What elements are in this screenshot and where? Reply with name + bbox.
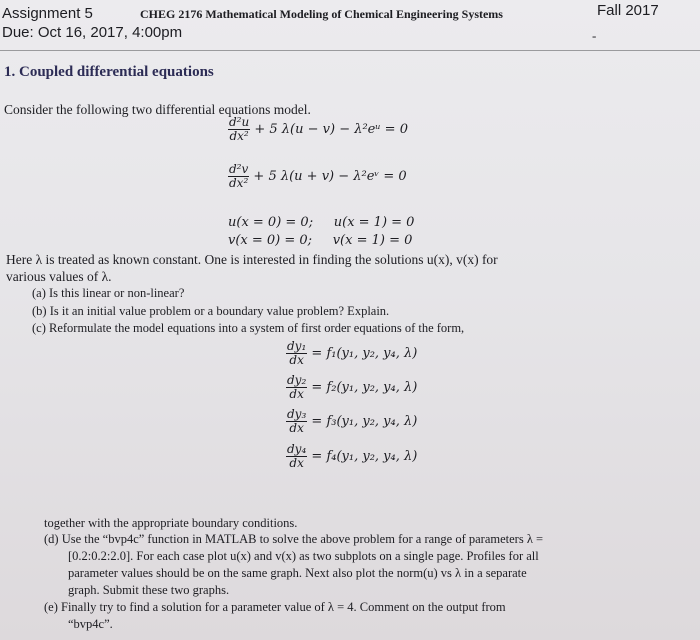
course-title: CHEG 2176 Mathematical Modeling of Chemical Engineering Systems xyxy=(140,7,503,21)
system-eq-4 xyxy=(286,443,417,470)
system-eq-4-num: dy₄ xyxy=(287,442,307,456)
boundary-condition-2: v(x = 0) = 0; v(x = 1) = 0 xyxy=(228,233,413,248)
question-e-line-1: (e) Finally try to find a solution for a parameter value of λ = 4. Comment on the output from xyxy=(44,600,506,614)
question-d-line-1: (d) Use the “bvp4c” function in MATLAB to solve the above problem for a range of parameters λ = xyxy=(44,532,544,546)
term-label: Fall 2017 xyxy=(597,2,659,19)
system-eq-2-rhs: = f₂(y₁, y₂, y₄, λ) xyxy=(311,380,418,395)
eq1-rest: + 5 λ(u − v) − λ²eᵘ = 0 xyxy=(254,122,408,137)
text-here: Here λ is treated as known constant. One is interested in finding the solutions u(x), v(x) for xyxy=(6,252,498,267)
system-eq-2-den: dx xyxy=(289,387,304,401)
eq1-fraction xyxy=(228,116,250,143)
eq2-denominator: dx² xyxy=(229,176,249,190)
system-eq-1-num: dy₁ xyxy=(287,339,307,353)
header-divider xyxy=(0,50,700,51)
together-text: together with the appropriate boundary conditions. xyxy=(44,516,298,530)
question-c: (c) Reformulate the model equations into a system of first order equations of the form, xyxy=(32,321,465,335)
system-eq-4-den: dx xyxy=(289,456,304,470)
intro-text: Consider the following two differential equations model. xyxy=(4,102,311,117)
eq2-numerator: d²v xyxy=(229,162,249,176)
due-date: Due: Oct 16, 2017, 4:00pm xyxy=(2,24,183,41)
header-mark: - xyxy=(592,28,597,43)
question-d-line-2: [0.2:0.2:2.0]. For each case plot u(x) and v(x) as two subplots on a single page. Profiles for all xyxy=(68,549,539,563)
equation-1 xyxy=(228,116,408,143)
system-eq-3 xyxy=(286,408,417,435)
question-a: (a) Is this linear or non-linear? xyxy=(32,286,185,300)
system-eq-3-num: dy₃ xyxy=(287,407,307,421)
system-eq-3-rhs: = f₃(y₁, y₂, y₄, λ) xyxy=(311,414,418,429)
system-eq-4-rhs: = f₄(y₁, y₂, y₄, λ) xyxy=(311,449,418,464)
eq2-rest: + 5 λ(u + v) − λ²eᵛ = 0 xyxy=(253,169,407,184)
section-title: 1. Coupled differential equations xyxy=(4,64,214,80)
question-b: (b) Is it an initial value problem or a boundary value problem? Explain. xyxy=(32,304,390,318)
system-eq-1-den: dx xyxy=(289,353,304,367)
system-eq-3-den: dx xyxy=(289,421,304,435)
system-eq-2-num: dy₂ xyxy=(287,373,307,387)
question-e-line-2: “bvp4c”. xyxy=(68,617,113,631)
system-eq-1-rhs: = f₁(y₁, y₂, y₄, λ) xyxy=(311,346,418,361)
eq1-denominator: dx² xyxy=(229,129,249,143)
question-d-line-3: parameter values should be on the same graph. Next also plot the norm(u) vs λ in a separate xyxy=(68,566,527,580)
eq1-numerator: d²u xyxy=(229,115,250,129)
text-various: various values of λ. xyxy=(6,269,112,284)
boundary-condition-1: u(x = 0) = 0; u(x = 1) = 0 xyxy=(228,215,415,230)
equation-2 xyxy=(228,163,407,190)
assignment-label: Assignment 5 xyxy=(2,5,93,22)
system-eq-1 xyxy=(286,340,417,367)
question-d-line-4: graph. Submit these two graphs. xyxy=(68,583,230,597)
system-eq-2 xyxy=(286,374,417,401)
eq2-fraction xyxy=(228,163,249,190)
